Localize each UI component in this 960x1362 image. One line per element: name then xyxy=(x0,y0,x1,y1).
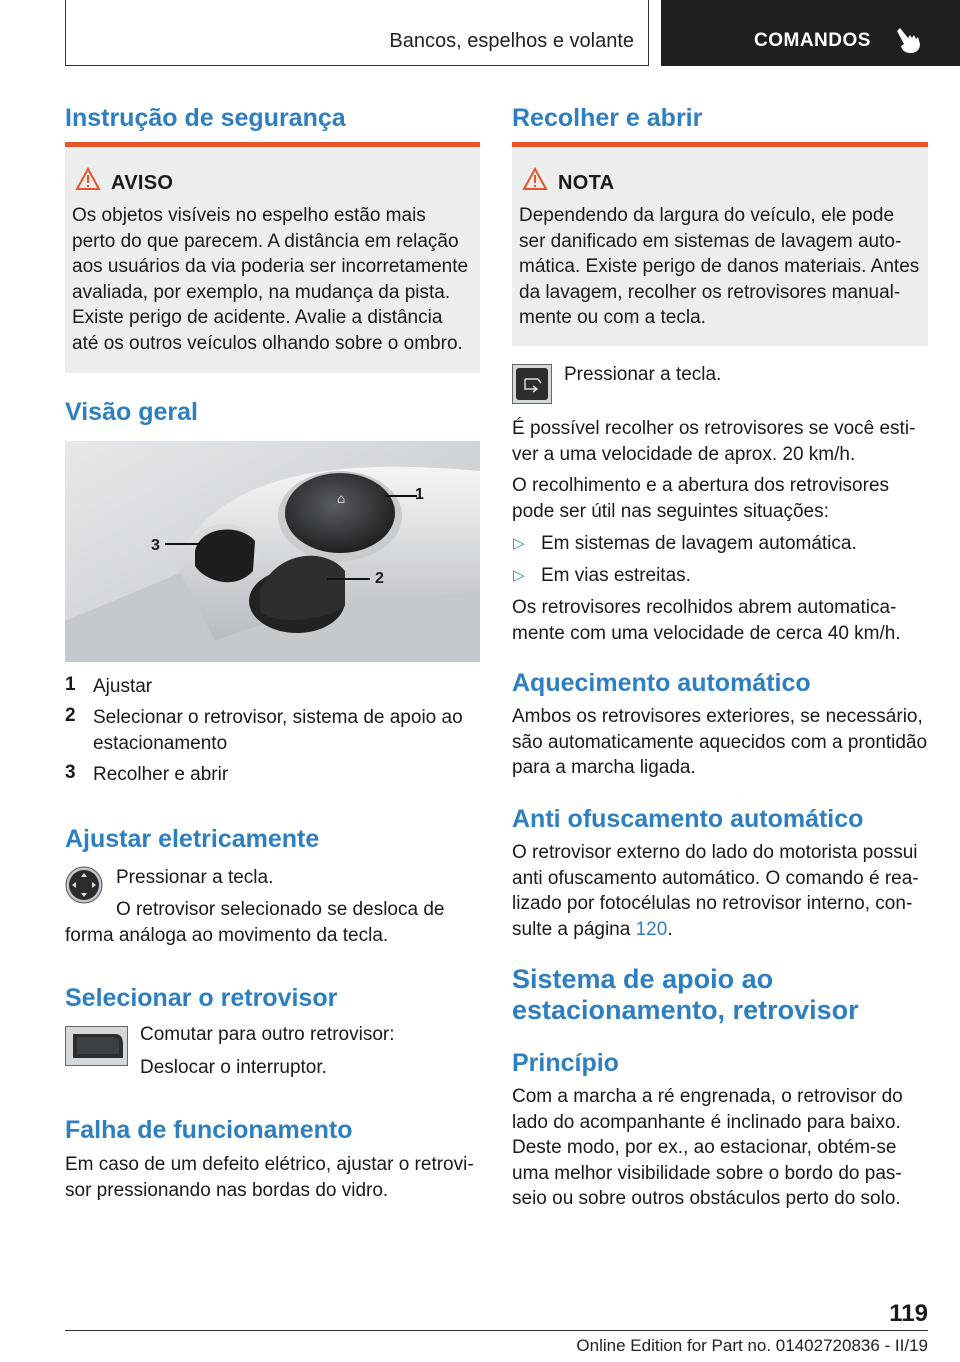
legend-text-1: Ajustar xyxy=(93,676,153,697)
legend-text-3: Recolher e abrir xyxy=(93,764,229,785)
heat-title: Aquecimento automático xyxy=(512,669,811,697)
header-section-box xyxy=(65,0,649,66)
footer-rule xyxy=(65,1330,928,1331)
bullet-icon-2: ▷ xyxy=(513,567,525,584)
fold-mirror-key-icon xyxy=(512,364,552,404)
select-line1: Comutar para outro retrovisor: xyxy=(140,1024,395,1045)
adjust-line1: Pressionar a tecla. xyxy=(116,867,274,888)
legend-text-2: Selecionar o retrovisor, sistema de apoio ao estacionamento xyxy=(93,707,463,754)
dim-text: O retrovisor externo do lado do motorista possui anti ofuscamento automático. O comando é realizado por fotocélulas no retrovisor interno, consulte a página 120. xyxy=(512,842,919,940)
principle-text: Com a marcha a ré engrenada, o retrovisor do lado do acompanhante é inclinado para baixo. Deste modo, por ex., ao estacionar, obtém-se uma melhor visibilidade sobre o bordo do passeio ou sobre outros obstáculos perto do solo. xyxy=(512,1086,903,1209)
photo-callout-2: 2 xyxy=(375,570,384,587)
fold-paragraph-3: Os retrovisores recolhidos abrem automaticamente com uma velocidade de cerca 40 km/h. xyxy=(512,597,901,644)
note-text: Dependendo da largura do veículo, ele pode ser danificado em sistemas de lavagem automática. Existe perigo de danos materiais. Antes da lavagem, recolher os retrovisores manualmente ou com a tecla. xyxy=(519,205,920,328)
svg-text:⌂: ⌂ xyxy=(337,492,346,507)
adjust-line2: O retrovisor selecionado se desloca de forma análoga ao movimento da tecla. xyxy=(65,899,445,946)
adjust-title: Ajustar eletricamente xyxy=(65,825,320,853)
fault-title: Falha de funcionamento xyxy=(65,1116,353,1144)
photo-callout-1: 1 xyxy=(415,486,424,503)
legend-num-2: 2 xyxy=(65,705,76,726)
fold-paragraph-1: É possível recolher os retrovisores se você estiver a uma velocidade de aprox. 20 km/h. xyxy=(512,418,916,465)
warning-triangle-icon xyxy=(75,167,101,191)
fault-text: Em caso de um defeito elétrico, ajustar o retrovisor pressionando nas bordas do vidro. xyxy=(65,1154,474,1201)
safety-title: Instrução de segurança xyxy=(65,104,346,132)
park-title-line2: estacionamento, retrovisor xyxy=(512,995,859,1025)
warning-box xyxy=(65,142,480,373)
fold-paragraph-2: O recolhimento e a abertura dos retrovisores pode ser útil nas seguintes situações: xyxy=(512,475,890,522)
header-section-title: Bancos, espelhos e volante xyxy=(389,30,634,52)
page-number: 119 xyxy=(889,1300,928,1327)
bullet-text-2: Em vias estreitas. xyxy=(541,565,691,586)
legend-num-3: 3 xyxy=(65,762,76,783)
mirror-controls-photo xyxy=(65,441,480,662)
warning-text: Os objetos visíveis no espelho estão mais perto do que parecem. A distância em relação aos usuários da via poderia ser incorretamente avaliada, por exemplo, na mudança da pista. Existe perigo de acidente. Avalie a distância até os outros veículos olhando sobre o ombro. xyxy=(72,205,469,354)
note-triangle-icon xyxy=(522,167,548,191)
bullet-icon-1: ▷ xyxy=(513,535,525,552)
warning-label: AVISO xyxy=(111,172,174,194)
fold-title: Recolher e abrir xyxy=(512,104,703,132)
mirror-selector-switch-icon xyxy=(65,1026,128,1066)
principle-title: Princípio xyxy=(512,1049,619,1077)
footer-edition: Online Edition for Part no. 01402720836 - II/19 xyxy=(576,1336,928,1355)
select-title: Selecionar o retrovisor xyxy=(65,984,338,1012)
legend-num-1: 1 xyxy=(65,674,76,695)
note-box xyxy=(512,142,928,346)
overview-title: Visão geral xyxy=(65,398,198,426)
park-title-line1: Sistema de apoio ao xyxy=(512,964,774,994)
bullet-text-1: Em sistemas de lavagem automática. xyxy=(541,533,857,554)
page-link-120[interactable]: 120 xyxy=(635,918,668,940)
note-label: NOTA xyxy=(558,172,615,194)
heat-text: Ambos os retrovisores exteriores, se necessário, são automaticamente aquecidos com a prontidão para a marcha ligada. xyxy=(512,706,928,778)
header-chapter-title: COMANDOS xyxy=(754,30,871,51)
header-chapter-box xyxy=(661,0,960,66)
photo-callout-3: 3 xyxy=(151,537,160,554)
pointing-hand-icon xyxy=(896,26,922,54)
press-key-text: Pressionar a tecla. xyxy=(564,364,722,385)
select-line2: Deslocar o interruptor. xyxy=(140,1057,327,1078)
dim-title: Anti ofuscamento automático xyxy=(512,805,864,833)
